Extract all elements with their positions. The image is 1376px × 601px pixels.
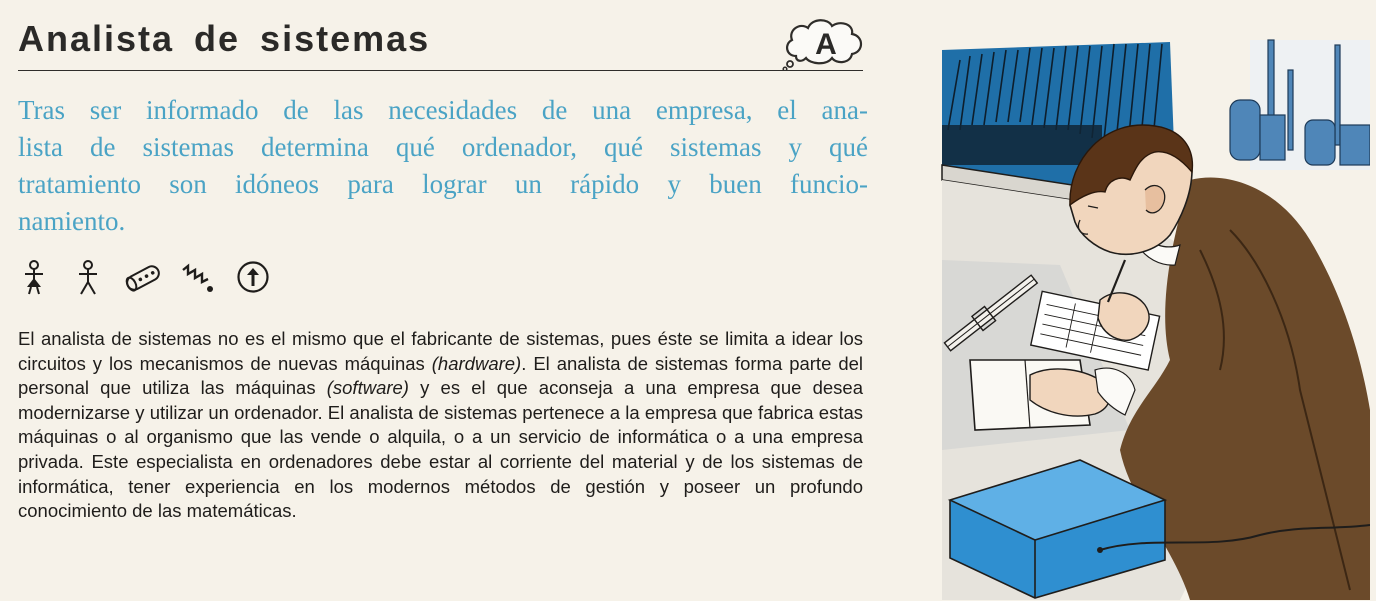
badge-a-icon: [782, 12, 872, 70]
male-figure-icon: [76, 260, 100, 296]
body-text-3: y es el que aconseja a una empresa que desea modernizarse y utilizar un ordenador. El analista de sistemas pertenece a la empresa que fabrica estas máquinas o al organismo que las vende o alquila, o a un servicio de informática o a una empresa privada. Este especialista en ordenadores debe estar al corriente del material y de los sistemas de informática, tener experiencia en los modernos métodos de gestión y poseer un profundo conocimiento de las matemáticas.: [18, 377, 863, 522]
up-arrow-circle-icon: [236, 260, 270, 294]
body-paragraph: [18, 327, 863, 524]
lightning-icon: [180, 260, 216, 296]
lead-line: lista de sistemas determina qué ordenador, qué sistemas y qué: [18, 132, 868, 162]
lead-paragraph: [18, 92, 868, 240]
title-rule: [18, 70, 863, 71]
lead-line: namiento.: [18, 206, 126, 236]
software-term: (software): [326, 377, 409, 399]
hardware-term: (hardware): [431, 352, 522, 374]
lead-line: tratamiento son idóneos para lograr un rápido y buen funcio-: [18, 169, 868, 199]
lead-line: Tras ser informado de las necesidades de una empresa, el ana-: [18, 95, 868, 125]
scroll-diploma-icon: [122, 260, 164, 296]
analyst-illustration: [930, 30, 1370, 600]
body-text-1: El analista de sistemas no es el mismo que el fabricante de sistemas, pues éste se limita a idear los circuitos y los mecanismos de nuevas máquinas: [18, 328, 863, 374]
icon-row: [18, 260, 298, 300]
female-figure-icon: [22, 260, 46, 296]
page-title: Analista de sistemas: [18, 18, 431, 59]
badge-letter: A: [815, 28, 837, 61]
body-text-2: . El analista de sistemas forma parte del personal que utiliza las máquinas: [18, 352, 864, 399]
